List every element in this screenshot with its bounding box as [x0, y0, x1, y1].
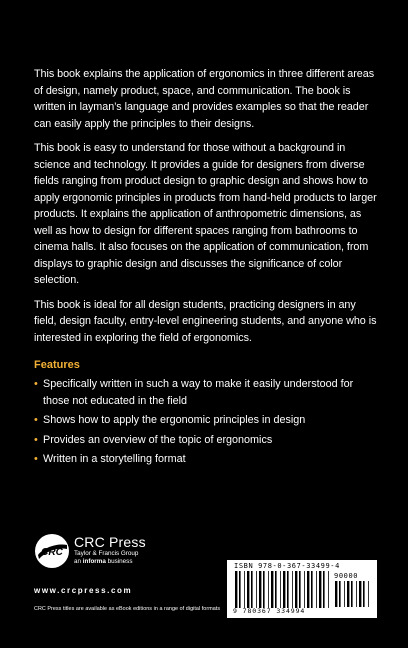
barcode-stripe	[359, 581, 361, 607]
feature-text: Written in a storytelling format	[43, 453, 186, 465]
barcode-stripe	[256, 571, 257, 608]
publisher-name: CRC Press	[74, 534, 146, 550]
bullet-icon: •	[34, 433, 38, 446]
barcode-stripe	[335, 581, 337, 607]
publisher-text	[74, 535, 146, 566]
feature-item	[34, 376, 380, 409]
bullet-icon: •	[34, 453, 38, 465]
ebook-footnote: CRC Press titles are available as eBook editions in a range of digital formats	[34, 606, 221, 612]
bullet-icon: •	[34, 414, 38, 426]
barcode-stripe	[244, 571, 245, 608]
barcode-stripe	[351, 581, 353, 607]
barcode-stripe	[275, 571, 277, 608]
bullet-icon: •	[34, 378, 38, 390]
barcode-stripe	[287, 571, 289, 608]
barcode-stripe	[263, 571, 265, 608]
barcode-stripe	[271, 571, 273, 608]
barcode-stripe	[259, 571, 261, 608]
description-paragraph: This book is easy to understand for those without a background in science and technology. It provides a guide for designers from diverse fields ranging from product design to graphic design and shows how to apply ergonomic principles in products from hand-held products to larger products. It explains the application of anthropometric dimensions, as well as how to design for different spaces ranging from bathrooms to cinema halls. It also focuses on the application of communication, from displays to graphic design and discusses the significance of color selection.	[34, 142, 377, 286]
feature-text: Shows how to apply the ergonomic principles in design	[43, 414, 306, 426]
barcode-stripe	[323, 571, 325, 608]
isbn-label: ISBN 978-0-367-33499-4	[234, 562, 340, 570]
price-barcode-bars	[335, 581, 369, 607]
publisher-website: www.crcpress.com	[34, 586, 133, 595]
barcode-stripe	[307, 571, 309, 608]
barcode-stripe	[319, 571, 321, 608]
publisher-group: Taylor & Francis Group	[74, 550, 139, 557]
feature-text: Specifically written in such a way to make it easily understood for those not educated in the field	[43, 378, 354, 407]
feature-item	[34, 451, 380, 468]
barcode-bars	[235, 571, 331, 608]
barcode-stripe	[363, 581, 365, 607]
barcode-stripe	[295, 571, 297, 608]
barcode	[227, 560, 377, 618]
barcode-stripe	[280, 571, 281, 608]
logo-mark-text: CRC	[41, 547, 63, 558]
features-heading: Features	[34, 359, 80, 371]
barcode-stripe	[292, 571, 293, 608]
barcode-stripe	[251, 571, 253, 608]
barcode-stripe	[304, 571, 305, 608]
description-paragraph: This book is ideal for all design students, practicing designers in any field, design faculty, entry-level engineering students, and anyone who is interested in exploring the field of ergonomics.	[34, 298, 377, 344]
feature-item	[34, 412, 380, 429]
feature-item	[34, 432, 380, 449]
barcode-stripe	[268, 571, 269, 608]
barcode-stripe	[328, 571, 329, 608]
barcode-stripe	[239, 571, 241, 608]
barcode-stripe	[311, 571, 313, 608]
barcode-stripe	[368, 581, 369, 607]
barcode-stripe	[339, 581, 341, 607]
barcode-stripe	[344, 581, 345, 607]
description-paragraph: This book explains the application of ergonomics in three different areas of design, namely product, space, and communication. The book is written in layman’s language and provides examples so that the reader can easily apply the principles to their designs.	[34, 68, 375, 130]
features-list	[34, 376, 380, 468]
barcode-stripe	[299, 571, 301, 608]
barcode-stripe	[247, 571, 249, 608]
crc-logo-icon	[34, 533, 70, 569]
barcode-stripe	[347, 581, 349, 607]
barcode-stripe	[235, 571, 237, 608]
price-code: 90000	[334, 572, 359, 580]
barcode-stripe	[356, 581, 357, 607]
publisher-logo	[34, 531, 214, 581]
publisher-business: an informa business	[74, 558, 133, 565]
barcode-stripe	[316, 571, 317, 608]
back-cover-content	[34, 66, 380, 471]
feature-text: Provides an overview of the topic of ergonomics	[43, 433, 273, 446]
barcode-stripe	[283, 571, 285, 608]
barcode-number: 9 780367 334994	[233, 607, 306, 615]
